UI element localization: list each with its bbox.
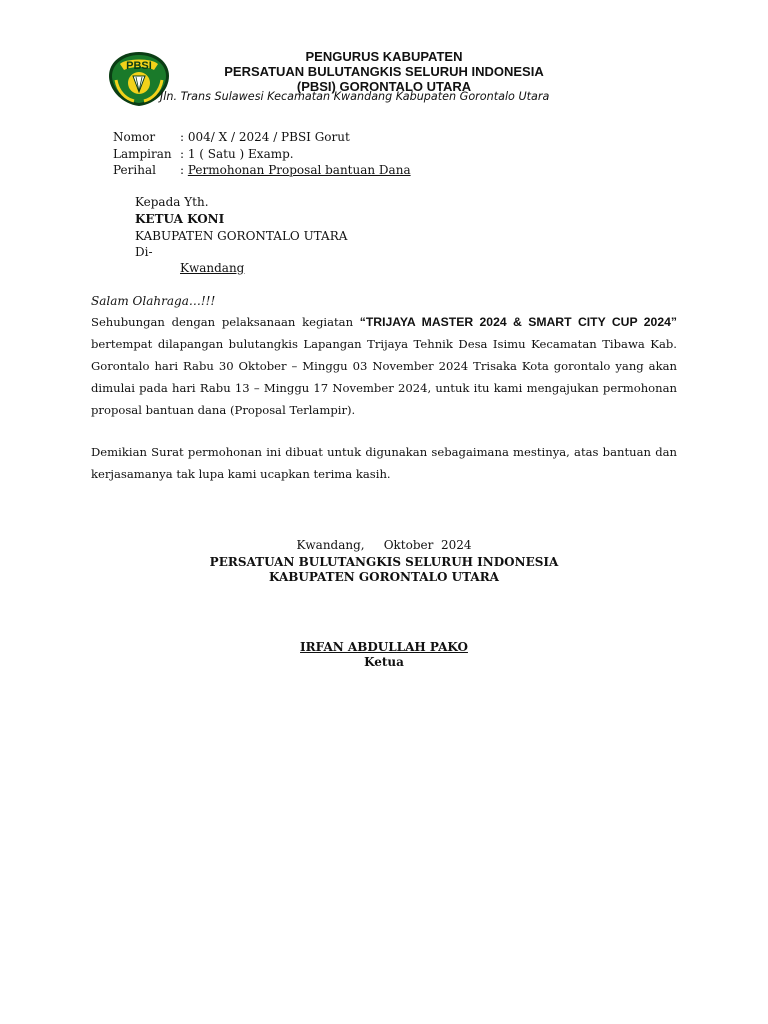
signer-name (0, 640, 768, 654)
nomor-value: : 004/ X / 2024 / PBSI Gorut (180, 130, 350, 144)
body-paragraph-2: Demikian Surat permohonan ini dibuat untuk digunakan sebagaimana mestinya, atas bantuan dan kerjasamanya tak lupa kami ucapkan terima kasih. (91, 445, 677, 481)
svg-text:PBSI: PBSI (126, 60, 152, 72)
closing-org-1: PERSATUAN BULUTANGKIS SELURUH INDONESIA (209, 555, 559, 569)
recipient-place: Kwandang (180, 261, 245, 275)
header-line-2: PERSATUAN BULUTANGKIS SELURUH INDONESIA (224, 64, 544, 79)
recipient-region: KABUPATEN GORONTALO UTARA (135, 229, 348, 243)
recipient-di: Di- (135, 245, 153, 259)
signer-name-text: IRFAN ABDULLAH PAKO (300, 640, 468, 654)
perihal-value: Permohonan Proposal bantuan Dana (187, 163, 411, 177)
lampiran-value: : 1 ( Satu ) Examp. (180, 147, 294, 161)
p1-event-name: “TRIJAYA MASTER 2024 & SMART CITY CUP 2024” (359, 315, 677, 329)
salutation: Salam Olahraga…!!! (91, 294, 216, 308)
place-date (0, 538, 768, 552)
recipient-title: KETUA KONI (135, 212, 225, 226)
perihal-row (180, 163, 411, 177)
body-paragraph-1 (91, 311, 677, 421)
recipient-greeting: Kepada Yth. (135, 195, 209, 209)
place-date-text: Kwandang, Oktober 2024 (296, 538, 472, 552)
perihal-label: Perihal (113, 163, 156, 177)
header-line-1: PENGURUS KABUPATEN (305, 49, 463, 64)
nomor-label: Nomor (113, 130, 156, 144)
header-line-3: (PBSI) GORONTALO UTARA (296, 79, 472, 94)
perihal-colon: : (180, 163, 188, 177)
lampiran-label: Lampiran (113, 147, 172, 161)
p1-intro: Sehubungan dengan pelaksanaan kegiatan (91, 315, 360, 329)
header-address: Jln. Trans Sulawesi Kecamatan Kwandang Kabupaten Gorontalo Utara (160, 90, 550, 103)
signer-title: Ketua (364, 655, 404, 669)
closing-org-2: KABUPATEN GORONTALO UTARA (269, 570, 499, 584)
p1-details: bertempat dilapangan bulutangkis Lapangan Trijaya Tehnik Desa Isimu Kecamatan Tibawa Kab. Gorontalo hari Rabu 30 Oktober – Minggu 03 November 2024 Trisaka Kota gorontalo yang akan dimulai pada hari Rabu 13 – Minggu 17 November 2024, untuk itu kami mengajukan permohonan proposal bantuan dana (Proposal Terlampir). (91, 337, 677, 417)
